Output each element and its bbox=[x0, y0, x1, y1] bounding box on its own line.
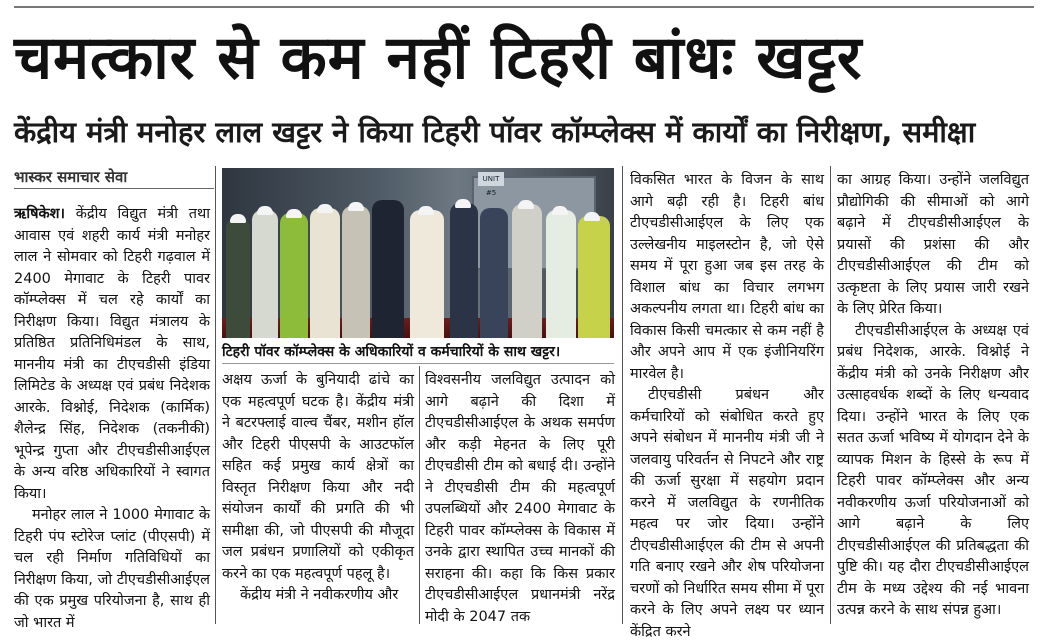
unit-tag: UNIT #5 bbox=[478, 172, 504, 186]
helmet bbox=[518, 200, 534, 209]
helmet bbox=[286, 209, 302, 218]
helmet bbox=[348, 202, 364, 211]
paragraph: टीएचडीसीआईएल के अध्यक्ष एवं प्रबंध निदेशक, आरके. विश्नोई ने केंद्रीय मंत्री को उनके निरीक्षण और उत्साहवर्धक शब्दों के लिए धन्यवाद दिया। उन्होंने भारत के लिए एक सतत ऊर्जा भविष्य में योगदान देने के व्यापक मिशन के हिस्से के रूप में टिहरी पावर कॉम्प्लेक्स और अन्य नवीकरणीय ऊर्जा परियोजनाओं को आगे बढ़ाने के लिए टीएचडीसीआईएल की प्रतिबद्धता की पुष्टि की। यह दौरा टीएचडीसीआईएल टीम के मध्य उद्देश्य की नई भावना उत्पन्न करने के साथ संपन्न हुआ। bbox=[837, 322, 1029, 618]
helmet bbox=[552, 206, 568, 215]
photo-person bbox=[342, 206, 370, 338]
paragraph: विश्वसनीय जलविद्युत उत्पादन को आगे बढ़ाने की दिशा में टीएचडीसीआईएल के अथक समर्पण और कड़ी मेहनत के लिए पूरी टीएचडीसी टीम को बधाई दी। उन्होंने ने टीएचडीसी टीम की महत्वपूर्ण उपलब्धियों और 2400 मेगावाट के टिहरी पावर कॉम्प्लेक्स के विकास में उनके द्वारा स्थापित उच्च मानकों की सराहना की। कहा कि किस प्रकार टीएचडीसीआईएल प्रधानमंत्री नरेंद्र मोदी के 2047 तक bbox=[425, 372, 615, 625]
helmet bbox=[418, 206, 434, 215]
article-column-5 bbox=[837, 170, 1029, 624]
photo-person bbox=[410, 210, 444, 338]
photo-person bbox=[578, 216, 610, 338]
paragraph: अक्षय ऊर्जा के बुनियादी ढांचे का एक महत्वपूर्ण घटक है। केंद्रीय मंत्री ने बटरफ्लाई वाल्व चैंबर, मशीन हॉल और टिहरी पीएसपी के आउटफॉल सहित कई प्रमुख कार्य क्षेत्रों का विस्तृत निरीक्षण किया और नदी संयोजन कार्यों की प्रगति की भी समीक्षा की, जो पीएसपी की मौजूदा जल प्रबंधन प्रणालियों को एकीकृत करने का एक महत्वपूर्ण पहलू है। bbox=[222, 372, 414, 582]
byline: भास्कर समाचार सेवा bbox=[14, 166, 214, 189]
photo-person bbox=[546, 210, 576, 338]
news-photo bbox=[222, 168, 614, 338]
article-column-1 bbox=[14, 204, 210, 631]
column-divider bbox=[419, 366, 420, 624]
photo-person bbox=[280, 213, 308, 338]
helmet bbox=[584, 212, 600, 221]
photo-caption: टिहरी पॉवर कॉम्प्लेक्स के अधिकारियों व कर्मचारियों के साथ खट्टर। bbox=[222, 341, 614, 364]
helmet bbox=[317, 204, 333, 213]
column-divider bbox=[830, 166, 831, 624]
paragraph: विकसित भारत के विजन के साथ आगे बढ़ी रही है। टिहरी बांध टीएचडीसीआईएल के लिए एक उल्लेखनीय माइलस्टोन है, जो ऐसे समय में पूरा हुआ जब इस तरह के विशाल बांध का विचार लगभग अकल्पनीय लगता था। टिहरी बांध का विकास किसी चमत्कार से कम नहीं है और अपने आप में एक इंजीनियरिंग मारवेल है। bbox=[630, 172, 824, 382]
paragraph: मनोहर लाल ने 1000 मेगावाट के टिहरी पंप स्टोरेज प्लांट (पीएसपी) में चल रही निर्माण गतिविधियों का निरीक्षण किया, जो टीएचडीसीआईएल की एक प्रमुख परियोजना है, साथ ही जो भारत में bbox=[14, 507, 210, 631]
photo-person bbox=[226, 218, 250, 338]
article-column-4 bbox=[630, 170, 824, 640]
headline: चमत्कार से कम नहीं टिहरी बांधः खट्टर bbox=[14, 23, 863, 93]
article-column-3 bbox=[425, 370, 615, 624]
article-column-2 bbox=[222, 370, 414, 624]
photo-person bbox=[252, 210, 278, 338]
photo-person bbox=[372, 200, 404, 338]
subheadline: केंद्रीय मंत्री मनोहर लाल खट्टर ने किया टिहरी पॉवर कॉम्प्लेक्स में कार्यों का निरीक्षण, समीक्षा bbox=[14, 115, 976, 149]
paragraph: केंद्रीय मंत्री ने नवीकरणीय और bbox=[240, 587, 399, 603]
helmet bbox=[257, 206, 273, 215]
paragraph: ऋषिकेश। केंद्रीय विद्युत मंत्री तथा आवास एवं शहरी कार्य मंत्री मनोहर लाल ने सोमवार को टिहरी गढ़वाल में 2400 मेगावाट के टिहरी पावर कॉम्प्लेक्स में चल रहे कार्यों का निरीक्षण किया। विद्युत मंत्रालय के प्रतिष्ठित प्रतिनिधिमंडल के साथ, माननीय मंत्री का टीएचडीसी इंडिया लिमिटेड के अध्यक्ष एवं प्रबंध निदेशक आरके. विश्नोई, निदेशक (कार्मिक) शैलेन्द्र सिंह, निदेशक (तकनीकी) भूपेन्द्र गुप्ता और टीएचडीसीआईएल के अन्य वरिष्ठ अधिकारियों ने स्वागत किया। bbox=[14, 206, 210, 502]
photo-person bbox=[512, 204, 542, 338]
helmet bbox=[455, 199, 471, 208]
dateline: ऋषिकेश। bbox=[14, 206, 65, 222]
photo-person bbox=[310, 208, 340, 338]
top-rule bbox=[14, 6, 1034, 8]
helmet bbox=[230, 214, 246, 223]
column-divider bbox=[215, 166, 216, 624]
photo-person bbox=[450, 203, 478, 338]
photo-person bbox=[480, 208, 508, 338]
paragraph: टीएचडीसी प्रबंधन और कर्मचारियों को संबोधित करते हुए अपने संबोधन में माननीय मंत्री जी ने जलवायु परिवर्तन से निपटने और राष्ट्र की ऊर्जा सुरक्षा में सहयोग प्रदान करने में जलविद्युत के रणनीतिक महत्व पर जोर दिया। उन्होंने टीएचडीसीआईएल की टीम से अपनी गति बनाए रखने और शेष परियोजना चरणों को निर्धारित समय सीमा में पूरा करने के लिए अपने लक्ष्य पर ध्यान केंद्रित करने bbox=[630, 387, 824, 640]
paragraph: का आग्रह किया। उन्होंने जलविद्युत प्रौद्योगिकी की सीमाओं को आगे बढ़ाने में टीएचडीसीआईएल के प्रयासों की प्रशंसा की और टीएचडीसीआईएल की टीम को उत्कृष्टता के लिए प्रयास जारी रखने के लिए प्रेरित किया। bbox=[837, 172, 1029, 317]
column-divider bbox=[622, 166, 623, 624]
